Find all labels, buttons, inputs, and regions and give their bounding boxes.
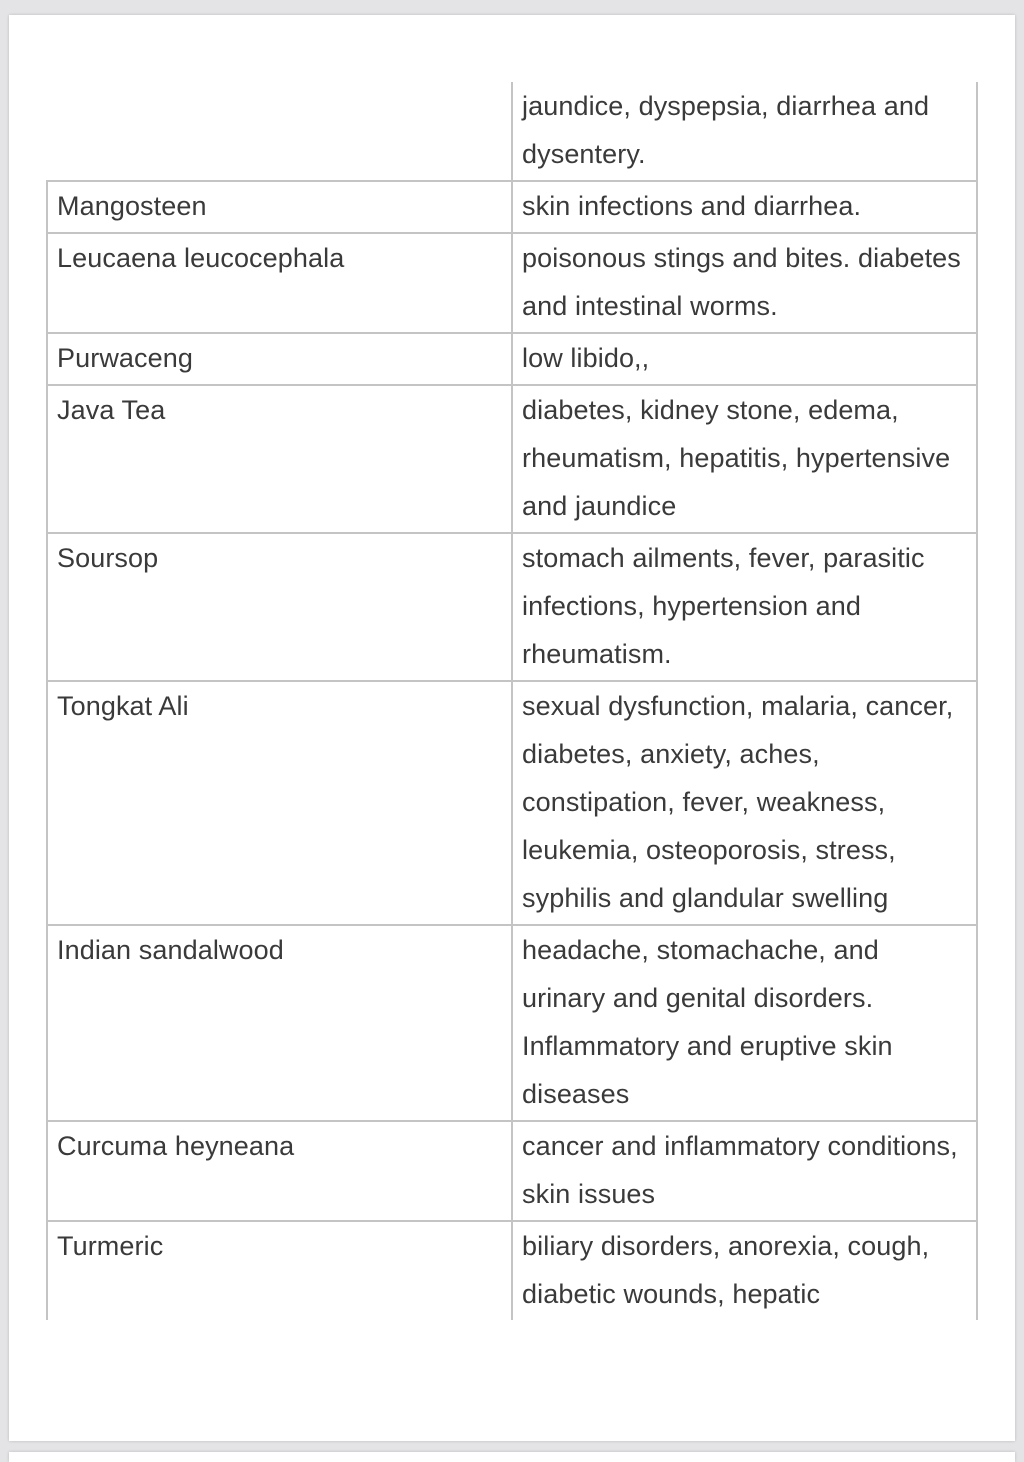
- table-row: [47, 533, 977, 681]
- plant-cell: [47, 181, 512, 233]
- plant-uses: jaundice, dyspepsia, diarrhea and dysentery.: [522, 91, 930, 169]
- plant-cell: [47, 925, 512, 1121]
- plant-name: Purwaceng: [57, 343, 193, 373]
- table-row: [47, 681, 977, 925]
- uses-cell: [512, 181, 977, 233]
- table-row: [47, 233, 977, 333]
- plant-name: Indian sandalwood: [57, 935, 284, 965]
- plant-name: Soursop: [57, 543, 159, 573]
- uses-cell: [512, 533, 977, 681]
- uses-cell: [512, 925, 977, 1121]
- plant-uses: cancer and inflammatory conditions, skin issues: [522, 1131, 958, 1209]
- plant-name: Tongkat Ali: [57, 691, 189, 721]
- plant-uses: headache, stomachache, and urinary and genital disorders. Inflammatory and eruptive skin diseases: [522, 935, 893, 1109]
- plant-cell: [47, 1221, 512, 1320]
- uses-cell: [512, 82, 977, 181]
- plant-uses: diabetes, kidney stone, edema, rheumatism, hepatitis, hypertensive and jaundice: [522, 395, 951, 521]
- table-row-continued: [47, 82, 977, 181]
- plant-cell: [47, 233, 512, 333]
- uses-cell: [512, 385, 977, 533]
- table-row: [47, 385, 977, 533]
- plant-uses: stomach ailments, fever, parasitic infections, hypertension and rheumatism.: [522, 543, 925, 669]
- uses-cell: [512, 1121, 977, 1221]
- document-page: [9, 15, 1015, 1441]
- plant-name: Curcuma heyneana: [57, 1131, 295, 1161]
- plant-cell: [47, 681, 512, 925]
- plant-uses: biliary disorders, anorexia, cough, diabetic wounds, hepatic: [522, 1231, 930, 1309]
- plant-cell: [47, 385, 512, 533]
- plant-uses: poisonous stings and bites. diabetes and intestinal worms.: [522, 243, 961, 321]
- plant-cell: [47, 333, 512, 385]
- plant-cell: [47, 1121, 512, 1221]
- table-row: [47, 333, 977, 385]
- plant-name: Mangosteen: [57, 191, 207, 221]
- plant-uses: skin infections and diarrhea.: [522, 191, 862, 221]
- plant-cell: [47, 82, 512, 181]
- uses-cell: [512, 681, 977, 925]
- plant-uses: low libido,,: [522, 343, 650, 373]
- table-row: [47, 181, 977, 233]
- uses-cell: [512, 333, 977, 385]
- plant-cell: [47, 533, 512, 681]
- next-page-edge: [9, 1452, 1015, 1462]
- table-row-cut: [47, 1221, 977, 1320]
- plant-name: Leucaena leucocephala: [57, 243, 345, 273]
- table-row: [47, 1121, 977, 1221]
- plant-name: Java Tea: [57, 395, 166, 425]
- uses-cell: [512, 1221, 977, 1320]
- uses-cell: [512, 233, 977, 333]
- table-row: [47, 925, 977, 1121]
- plant-uses: sexual dysfunction, malaria, cancer, diabetes, anxiety, aches, constipation, fever, weakness, leukemia, osteoporosis, stress, syphilis and glandular swelling: [522, 691, 954, 913]
- plant-name: Turmeric: [57, 1231, 164, 1261]
- medicinal-plants-table: [46, 82, 978, 1320]
